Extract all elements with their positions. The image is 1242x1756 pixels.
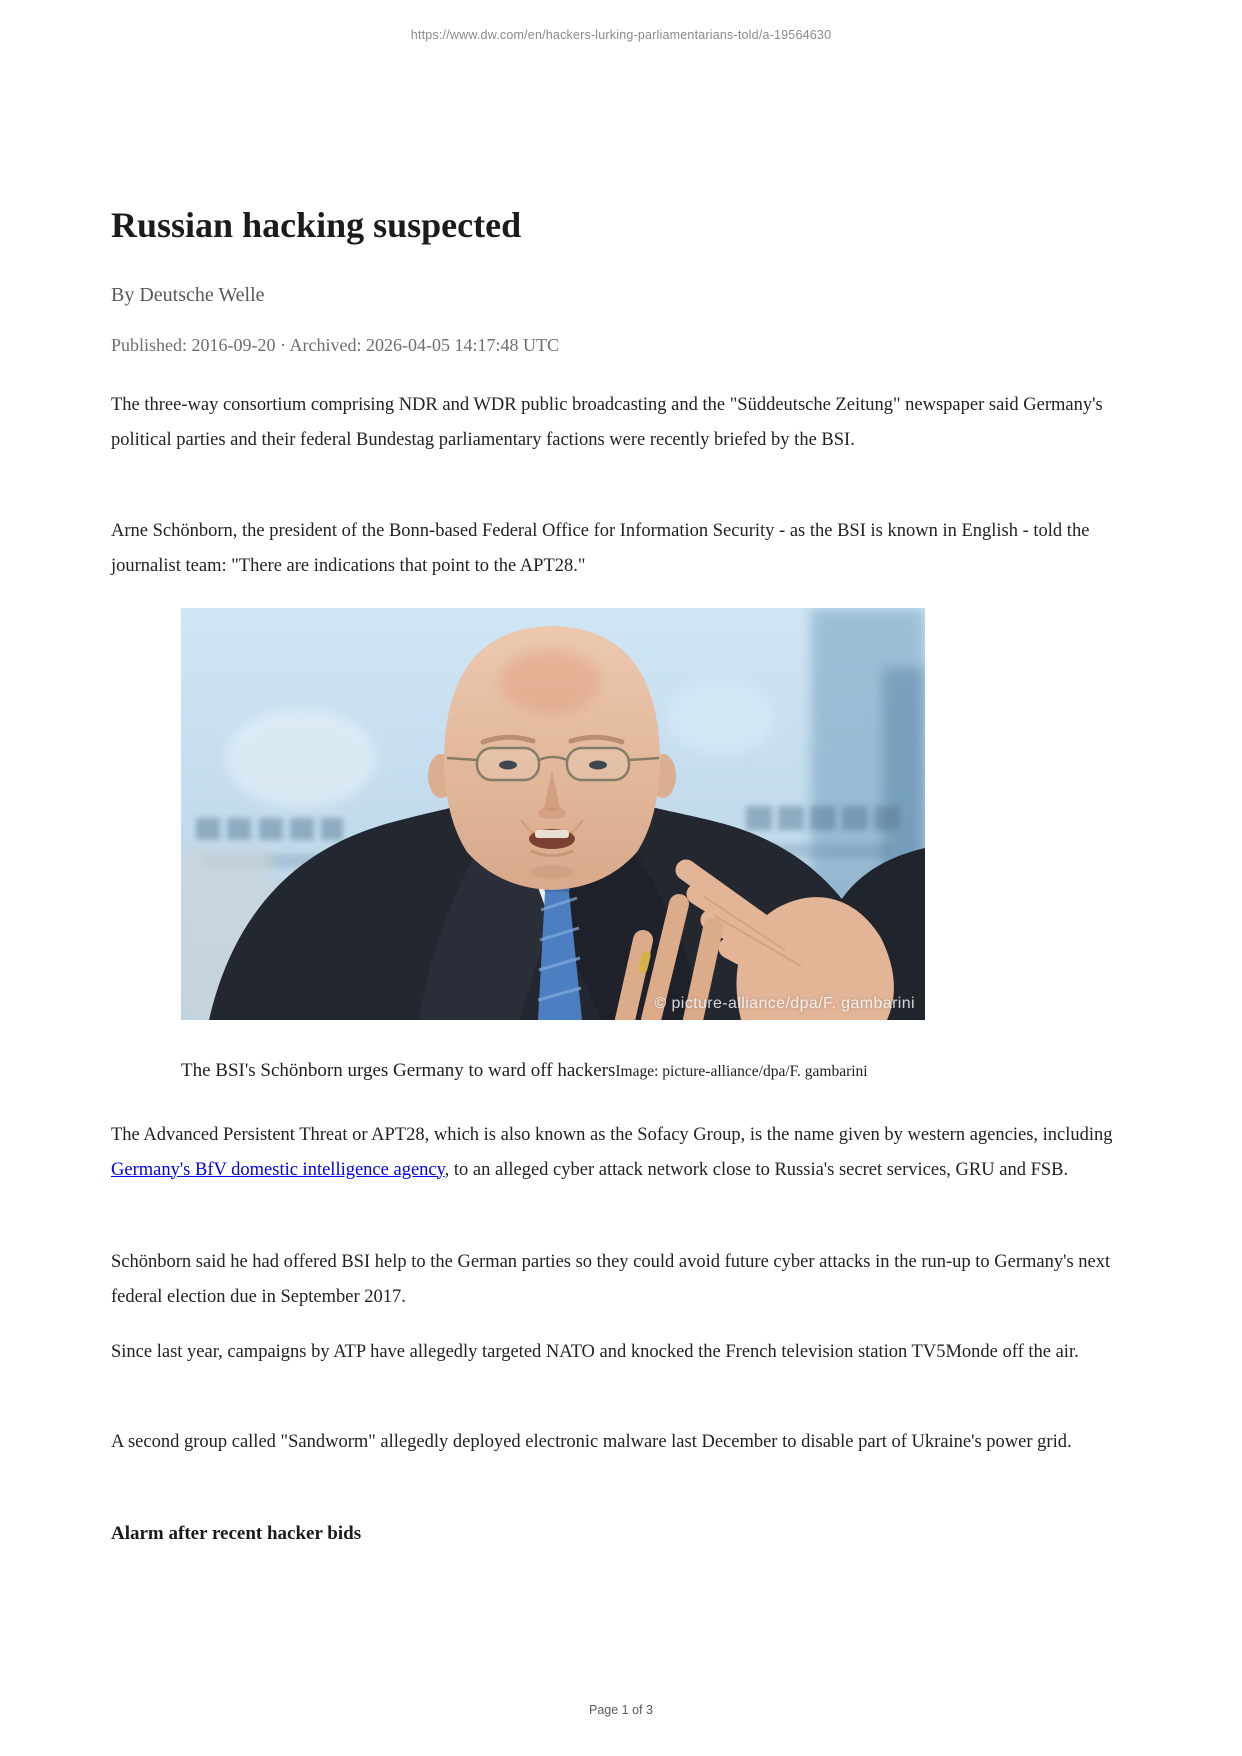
photo-credit-overlay: © picture-alliance/dpa/F. gambarini bbox=[654, 995, 915, 1012]
paragraph-4: Schönborn said he had offered BSI help to the German parties so they could avoid future cyber attacks in the run-up to Germany's next federal election due in September 2017. bbox=[111, 1252, 1111, 1307]
bfv-intelligence-link[interactable]: Germany's BfV domestic intelligence agency bbox=[111, 1159, 445, 1180]
paragraph-3-lead: The Advanced Persistent Threat or APT28, which is also known as the Sofacy Group, is the name given by western agencies, including bbox=[111, 1125, 1113, 1145]
photo-illustration bbox=[181, 608, 925, 1020]
paragraph-2: Arne Schönborn, the president of the Bonn-based Federal Office for Information Security - as the BSI is known in English - told the journalist team: "There are indications that point to the APT28." bbox=[111, 521, 1090, 576]
article-title: Russian hacking suspected bbox=[111, 205, 522, 245]
caption-credit: Image: picture-alliance/dpa/F. gambarini bbox=[615, 1063, 868, 1080]
paragraph-5: Since last year, campaigns by ATP have allegedly targeted NATO and knocked the French television station TV5Monde off the air. bbox=[111, 1342, 1079, 1362]
paragraph-3 bbox=[111, 1118, 1137, 1187]
article-figure bbox=[181, 608, 925, 1020]
paragraph-6: A second group called "Sandworm" allegedly deployed electronic malware last December to disable part of Ukraine's power grid. bbox=[111, 1432, 1072, 1452]
paragraph-1: The three-way consortium comprising NDR and WDR public broadcasting and the "Süddeutsche Zeitung" newspaper said Germany's political parties and their federal Bundestag parliamentary factions were recently briefed by the BSI. bbox=[111, 395, 1103, 450]
figure-caption bbox=[181, 1057, 1137, 1086]
byline: By Deutsche Welle bbox=[111, 284, 265, 306]
archive-url: https://www.dw.com/en/hackers-lurking-parliamentarians-told/a-19564630 bbox=[410, 28, 832, 42]
paragraph-3-tail: , to an alleged cyber attack network close to Russia's secret services, GRU and FSB. bbox=[444, 1159, 1069, 1180]
page-footer: Page 1 of 3 bbox=[589, 1703, 653, 1717]
publish-meta: Published: 2016-09-20 · Archived: 2026-04-05 14:17:48 UTC bbox=[111, 335, 559, 355]
caption-text: The BSI's Schönborn urges Germany to ward off hackers bbox=[181, 1060, 616, 1081]
subheading: Alarm after recent hacker bids bbox=[111, 1523, 362, 1544]
